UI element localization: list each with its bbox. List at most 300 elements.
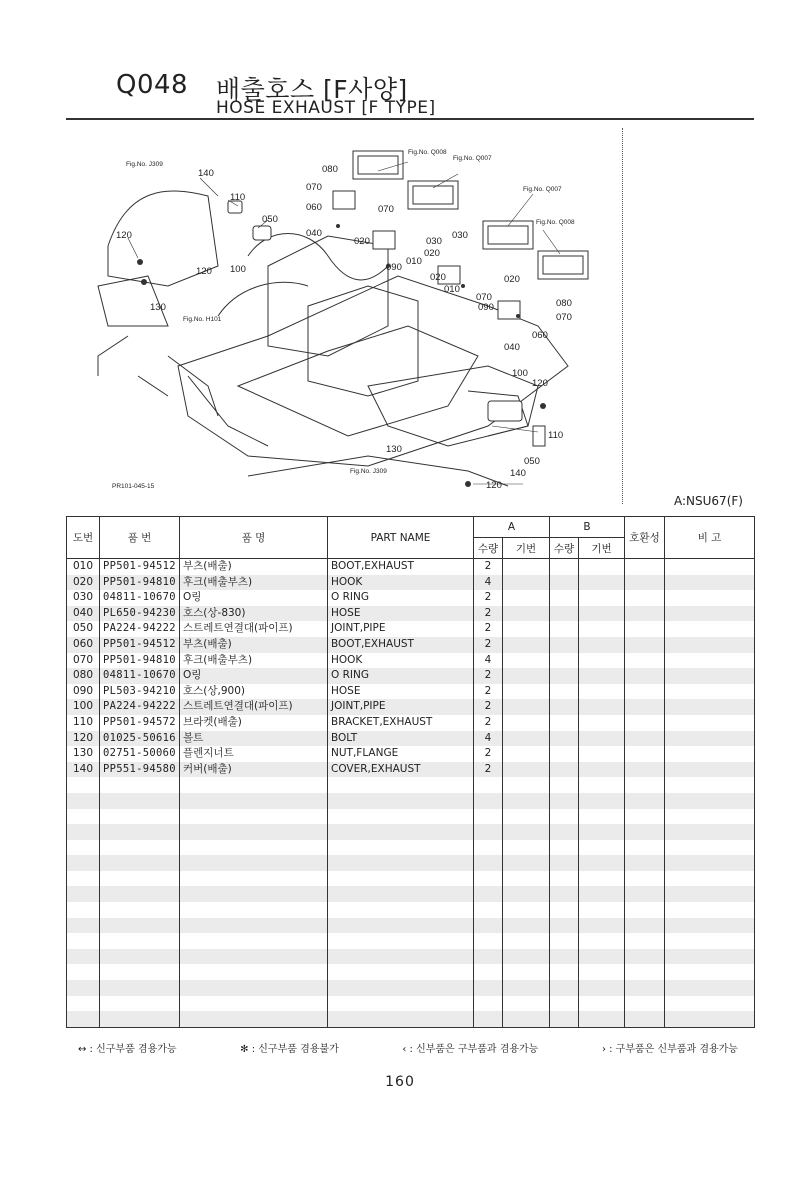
cell-empty bbox=[550, 715, 579, 731]
cell-empty bbox=[579, 949, 625, 965]
cell-empty bbox=[503, 762, 550, 778]
cell-empty bbox=[67, 793, 100, 809]
cell-empty bbox=[579, 762, 625, 778]
cell-empty bbox=[550, 575, 579, 591]
cell-part-name: HOSE bbox=[328, 606, 474, 622]
cell-empty bbox=[503, 918, 550, 934]
model-code: A:NSU67(F) bbox=[674, 494, 743, 508]
cell-empty bbox=[625, 715, 665, 731]
cell-empty bbox=[579, 746, 625, 762]
cell-empty bbox=[67, 1011, 100, 1027]
header-group-b: B bbox=[550, 517, 625, 538]
cell-name-kr: 스트레트연결대(파이프) bbox=[180, 699, 328, 715]
cell-part-no: PP501-94810 bbox=[100, 575, 180, 591]
cell-empty bbox=[625, 668, 665, 684]
cell-empty bbox=[474, 949, 503, 965]
cell-empty bbox=[100, 918, 180, 934]
cell-empty bbox=[579, 980, 625, 996]
cell-empty bbox=[665, 933, 755, 949]
cell-empty bbox=[180, 949, 328, 965]
cell-name-kr: 볼트 bbox=[180, 731, 328, 747]
cell-no: 130 bbox=[67, 746, 100, 762]
ref-fig-j309-bottom: Fig.No. J309 bbox=[350, 468, 387, 475]
callout: 010 bbox=[444, 284, 460, 295]
cell-qty: 2 bbox=[474, 715, 503, 731]
cell-empty bbox=[550, 871, 579, 887]
cell-empty bbox=[665, 918, 755, 934]
cell-empty bbox=[579, 699, 625, 715]
cell-empty bbox=[100, 871, 180, 887]
header-qty-b: 수량 bbox=[550, 538, 579, 559]
cell-qty: 4 bbox=[474, 575, 503, 591]
cell-empty bbox=[625, 762, 665, 778]
cell-empty bbox=[67, 918, 100, 934]
cell-empty bbox=[328, 777, 474, 793]
callout: 080 bbox=[322, 164, 338, 175]
table-row bbox=[67, 746, 755, 762]
cell-empty bbox=[625, 871, 665, 887]
cell-empty bbox=[550, 746, 579, 762]
cell-empty bbox=[180, 933, 328, 949]
cell-part-name: JOINT,PIPE bbox=[328, 621, 474, 637]
empty-row bbox=[67, 777, 755, 793]
cell-empty bbox=[503, 746, 550, 762]
cell-empty bbox=[328, 902, 474, 918]
cell-empty bbox=[100, 793, 180, 809]
empty-row bbox=[67, 824, 755, 840]
cell-empty bbox=[180, 840, 328, 856]
table-row bbox=[67, 684, 755, 700]
diagram-divider bbox=[622, 128, 623, 504]
cell-empty bbox=[625, 902, 665, 918]
cell-empty bbox=[503, 824, 550, 840]
cell-empty bbox=[625, 590, 665, 606]
ref-fig-h101: Fig.No. H101 bbox=[183, 316, 222, 323]
header-interchange: 호환성 bbox=[625, 517, 665, 559]
callout: 070 bbox=[556, 312, 572, 323]
cell-empty bbox=[550, 606, 579, 622]
cell-empty bbox=[180, 996, 328, 1012]
cell-no: 140 bbox=[67, 762, 100, 778]
cell-empty bbox=[328, 933, 474, 949]
cell-empty bbox=[328, 824, 474, 840]
cell-empty bbox=[665, 653, 755, 669]
cell-empty bbox=[665, 980, 755, 996]
cell-empty bbox=[550, 590, 579, 606]
cell-part-no: 02751-50060 bbox=[100, 746, 180, 762]
cell-empty bbox=[579, 933, 625, 949]
empty-row bbox=[67, 980, 755, 996]
cell-empty bbox=[579, 902, 625, 918]
empty-row bbox=[67, 871, 755, 887]
cell-empty bbox=[474, 964, 503, 980]
callout: 120 bbox=[532, 378, 548, 389]
cell-qty: 2 bbox=[474, 606, 503, 622]
cell-empty bbox=[67, 871, 100, 887]
cell-empty bbox=[328, 809, 474, 825]
cell-empty bbox=[665, 824, 755, 840]
cell-part-no: PA224-94222 bbox=[100, 621, 180, 637]
table-row bbox=[67, 559, 755, 575]
cell-empty bbox=[625, 684, 665, 700]
cell-qty: 2 bbox=[474, 762, 503, 778]
cell-empty bbox=[665, 1011, 755, 1027]
empty-row bbox=[67, 1011, 755, 1027]
empty-row bbox=[67, 996, 755, 1012]
cell-empty bbox=[67, 855, 100, 871]
cell-part-no: PP551-94580 bbox=[100, 762, 180, 778]
cell-empty bbox=[665, 590, 755, 606]
cell-name-kr: 부츠(배출) bbox=[180, 637, 328, 653]
cell-empty bbox=[550, 684, 579, 700]
cell-empty bbox=[180, 809, 328, 825]
cell-name-kr: 호스(상,900) bbox=[180, 684, 328, 700]
callout: 020 bbox=[424, 248, 440, 259]
cell-no: 040 bbox=[67, 606, 100, 622]
cell-empty bbox=[503, 699, 550, 715]
cell-no: 090 bbox=[67, 684, 100, 700]
cell-empty bbox=[100, 902, 180, 918]
cell-part-name: BRACKET,EXHAUST bbox=[328, 715, 474, 731]
cell-part-no: PP501-94512 bbox=[100, 559, 180, 575]
cell-empty bbox=[550, 902, 579, 918]
callout: 050 bbox=[262, 214, 278, 225]
cell-empty bbox=[328, 996, 474, 1012]
cell-part-name: COVER,EXHAUST bbox=[328, 762, 474, 778]
cell-empty bbox=[625, 855, 665, 871]
cell-name-kr: 스트레트연결대(파이프) bbox=[180, 621, 328, 637]
cell-qty: 2 bbox=[474, 668, 503, 684]
cell-empty bbox=[328, 949, 474, 965]
cell-empty bbox=[579, 559, 625, 575]
cell-empty bbox=[503, 793, 550, 809]
cell-empty bbox=[67, 933, 100, 949]
cell-empty bbox=[625, 918, 665, 934]
callout: 030 bbox=[452, 230, 468, 241]
cell-empty bbox=[550, 699, 579, 715]
ref-fig-q008-a: Fig.No. Q008 bbox=[408, 149, 447, 156]
section-title-english: HOSE EXHAUST [F TYPE] bbox=[216, 98, 436, 118]
callout: 020 bbox=[354, 236, 370, 247]
cell-empty bbox=[625, 949, 665, 965]
cell-empty bbox=[180, 964, 328, 980]
cell-part-name: HOOK bbox=[328, 653, 474, 669]
cell-empty bbox=[579, 824, 625, 840]
cell-empty bbox=[100, 996, 180, 1012]
cell-empty bbox=[180, 824, 328, 840]
table-row bbox=[67, 637, 755, 653]
cell-empty bbox=[579, 777, 625, 793]
cell-empty bbox=[550, 840, 579, 856]
cell-empty bbox=[328, 871, 474, 887]
callout: 020 bbox=[430, 272, 446, 283]
cell-empty bbox=[579, 1011, 625, 1027]
empty-row bbox=[67, 933, 755, 949]
cell-name-kr: 부츠(배출) bbox=[180, 559, 328, 575]
legend-item: ✻ : 신구부품 겸용불가 bbox=[240, 1044, 339, 1055]
cell-name-kr: 후크(배출부츠) bbox=[180, 575, 328, 591]
callout: 130 bbox=[150, 302, 166, 313]
cell-empty bbox=[625, 777, 665, 793]
cell-empty bbox=[474, 918, 503, 934]
table-row bbox=[67, 699, 755, 715]
header-qty-a: 수량 bbox=[474, 538, 503, 559]
cell-empty bbox=[67, 840, 100, 856]
cell-empty bbox=[625, 809, 665, 825]
cell-empty bbox=[100, 949, 180, 965]
cell-empty bbox=[474, 933, 503, 949]
cell-empty bbox=[665, 731, 755, 747]
cell-empty bbox=[625, 746, 665, 762]
cell-empty bbox=[67, 777, 100, 793]
cell-empty bbox=[665, 637, 755, 653]
header-name-kr: 품 명 bbox=[180, 517, 328, 559]
cell-empty bbox=[67, 809, 100, 825]
header-machine-b: 기번 bbox=[579, 538, 625, 559]
cell-empty bbox=[665, 902, 755, 918]
cell-empty bbox=[503, 949, 550, 965]
cell-empty bbox=[474, 777, 503, 793]
callout: 140 bbox=[198, 168, 214, 179]
cell-no: 010 bbox=[67, 559, 100, 575]
callout: 120 bbox=[486, 480, 502, 491]
callout: 140 bbox=[510, 468, 526, 479]
cell-empty bbox=[579, 637, 625, 653]
cell-empty bbox=[550, 668, 579, 684]
empty-row bbox=[67, 902, 755, 918]
empty-row bbox=[67, 840, 755, 856]
cell-empty bbox=[665, 559, 755, 575]
callout: 100 bbox=[512, 368, 528, 379]
cell-empty bbox=[550, 855, 579, 871]
cell-empty bbox=[503, 606, 550, 622]
table-row bbox=[67, 731, 755, 747]
cell-empty bbox=[665, 871, 755, 887]
empty-row bbox=[67, 855, 755, 871]
callout: 120 bbox=[116, 230, 132, 241]
cell-no: 100 bbox=[67, 699, 100, 715]
header-rule bbox=[66, 118, 754, 120]
cell-part-name: NUT,FLANGE bbox=[328, 746, 474, 762]
ref-fig-q007-a: Fig.No. Q007 bbox=[453, 155, 492, 162]
legend-item: › : 구부품은 신부품과 겸용가능 bbox=[601, 1044, 738, 1055]
cell-empty bbox=[550, 762, 579, 778]
cell-empty bbox=[665, 668, 755, 684]
callout: 060 bbox=[306, 202, 322, 213]
cell-empty bbox=[503, 871, 550, 887]
cell-empty bbox=[550, 559, 579, 575]
cell-empty bbox=[474, 840, 503, 856]
header-no: 도번 bbox=[67, 517, 100, 559]
cell-empty bbox=[665, 886, 755, 902]
cell-empty bbox=[625, 606, 665, 622]
callout: 040 bbox=[306, 228, 322, 239]
cell-empty bbox=[625, 731, 665, 747]
cell-empty bbox=[665, 715, 755, 731]
cell-empty bbox=[67, 964, 100, 980]
cell-empty bbox=[503, 964, 550, 980]
cell-part-name: BOOT,EXHAUST bbox=[328, 637, 474, 653]
cell-part-no: PL503-94210 bbox=[100, 684, 180, 700]
cell-empty bbox=[625, 575, 665, 591]
cell-part-name: O RING bbox=[328, 668, 474, 684]
cell-empty bbox=[474, 980, 503, 996]
cell-empty bbox=[550, 1011, 579, 1027]
cell-part-no: PP501-94810 bbox=[100, 653, 180, 669]
cell-qty: 2 bbox=[474, 559, 503, 575]
cell-part-no: 01025-50616 bbox=[100, 731, 180, 747]
cell-empty bbox=[579, 964, 625, 980]
cell-empty bbox=[625, 559, 665, 575]
cell-empty bbox=[550, 996, 579, 1012]
cell-empty bbox=[550, 731, 579, 747]
empty-row bbox=[67, 964, 755, 980]
cell-empty bbox=[579, 653, 625, 669]
callout: 070 bbox=[476, 292, 492, 303]
cell-empty bbox=[579, 731, 625, 747]
cell-empty bbox=[550, 980, 579, 996]
cell-empty bbox=[503, 715, 550, 731]
cell-name-kr: 후크(배출부츠) bbox=[180, 653, 328, 669]
cell-empty bbox=[100, 824, 180, 840]
cell-no: 110 bbox=[67, 715, 100, 731]
cell-empty bbox=[625, 996, 665, 1012]
header-part-no: 품 번 bbox=[100, 517, 180, 559]
cell-empty bbox=[550, 964, 579, 980]
callout: 070 bbox=[378, 204, 394, 215]
cell-empty bbox=[579, 668, 625, 684]
cell-empty bbox=[503, 777, 550, 793]
cell-empty bbox=[100, 777, 180, 793]
cell-qty: 2 bbox=[474, 684, 503, 700]
cell-empty bbox=[503, 1011, 550, 1027]
callout: 080 bbox=[556, 298, 572, 309]
header-remarks: 비 고 bbox=[665, 517, 755, 559]
cell-name-kr: O링 bbox=[180, 668, 328, 684]
cell-empty bbox=[328, 855, 474, 871]
cell-empty bbox=[579, 918, 625, 934]
cell-empty bbox=[503, 684, 550, 700]
cell-empty bbox=[665, 793, 755, 809]
cell-empty bbox=[67, 886, 100, 902]
cell-empty bbox=[625, 824, 665, 840]
cell-empty bbox=[579, 840, 625, 856]
cell-empty bbox=[503, 809, 550, 825]
cell-empty bbox=[503, 902, 550, 918]
table-row bbox=[67, 668, 755, 684]
callout: 100 bbox=[230, 264, 246, 275]
cell-empty bbox=[328, 964, 474, 980]
cell-qty: 4 bbox=[474, 653, 503, 669]
cell-empty bbox=[625, 793, 665, 809]
cell-empty bbox=[579, 855, 625, 871]
cell-empty bbox=[67, 980, 100, 996]
callout: 030 bbox=[426, 236, 442, 247]
callout: 050 bbox=[524, 456, 540, 467]
cell-qty: 2 bbox=[474, 699, 503, 715]
cell-empty bbox=[100, 964, 180, 980]
cell-empty bbox=[550, 637, 579, 653]
cell-empty bbox=[503, 855, 550, 871]
cell-qty: 4 bbox=[474, 731, 503, 747]
table-row bbox=[67, 715, 755, 731]
cell-empty bbox=[579, 606, 625, 622]
cell-empty bbox=[180, 1011, 328, 1027]
cell-empty bbox=[579, 793, 625, 809]
cell-empty bbox=[550, 918, 579, 934]
cell-empty bbox=[503, 590, 550, 606]
empty-row bbox=[67, 886, 755, 902]
cell-empty bbox=[579, 809, 625, 825]
cell-part-no: PP501-94512 bbox=[100, 637, 180, 653]
cell-part-no: 04811-10670 bbox=[100, 668, 180, 684]
legend bbox=[78, 1040, 738, 1055]
cell-empty bbox=[328, 793, 474, 809]
cell-empty bbox=[474, 824, 503, 840]
ref-fig-q007-b: Fig.No. Q007 bbox=[523, 186, 562, 193]
cell-empty bbox=[328, 886, 474, 902]
cell-empty bbox=[180, 980, 328, 996]
cell-empty bbox=[625, 980, 665, 996]
cell-part-name: O RING bbox=[328, 590, 474, 606]
cell-empty bbox=[180, 855, 328, 871]
cell-empty bbox=[665, 699, 755, 715]
cell-part-name: JOINT,PIPE bbox=[328, 699, 474, 715]
cell-part-name: BOOT,EXHAUST bbox=[328, 559, 474, 575]
empty-row bbox=[67, 793, 755, 809]
cell-empty bbox=[100, 855, 180, 871]
header-part-name: PART NAME bbox=[328, 517, 474, 559]
table-row bbox=[67, 590, 755, 606]
cell-empty bbox=[579, 996, 625, 1012]
cell-no: 070 bbox=[67, 653, 100, 669]
table-row bbox=[67, 621, 755, 637]
cell-part-no: PL650-94230 bbox=[100, 606, 180, 622]
callout: 040 bbox=[504, 342, 520, 353]
cell-empty bbox=[550, 777, 579, 793]
empty-row bbox=[67, 918, 755, 934]
cell-empty bbox=[665, 684, 755, 700]
cell-empty bbox=[503, 621, 550, 637]
cell-empty bbox=[474, 996, 503, 1012]
cell-empty bbox=[474, 793, 503, 809]
callout: 110 bbox=[230, 192, 246, 203]
cell-empty bbox=[474, 809, 503, 825]
cell-empty bbox=[550, 886, 579, 902]
cell-empty bbox=[180, 793, 328, 809]
cell-part-no: PA224-94222 bbox=[100, 699, 180, 715]
cell-qty: 2 bbox=[474, 637, 503, 653]
cell-name-kr: 커버(배출) bbox=[180, 762, 328, 778]
cell-empty bbox=[328, 980, 474, 996]
table-row bbox=[67, 575, 755, 591]
cell-empty bbox=[67, 902, 100, 918]
cell-empty bbox=[100, 980, 180, 996]
cell-empty bbox=[474, 1011, 503, 1027]
cell-part-name: BOLT bbox=[328, 731, 474, 747]
callout: 060 bbox=[532, 330, 548, 341]
cell-empty bbox=[503, 886, 550, 902]
ref-fig-j309-top: Fig.No. J309 bbox=[126, 161, 163, 168]
cell-empty bbox=[665, 949, 755, 965]
cell-empty bbox=[474, 871, 503, 887]
parts-table bbox=[66, 516, 755, 1028]
cell-empty bbox=[665, 996, 755, 1012]
cell-empty bbox=[579, 575, 625, 591]
cell-empty bbox=[328, 918, 474, 934]
cell-empty bbox=[579, 886, 625, 902]
cell-no: 020 bbox=[67, 575, 100, 591]
